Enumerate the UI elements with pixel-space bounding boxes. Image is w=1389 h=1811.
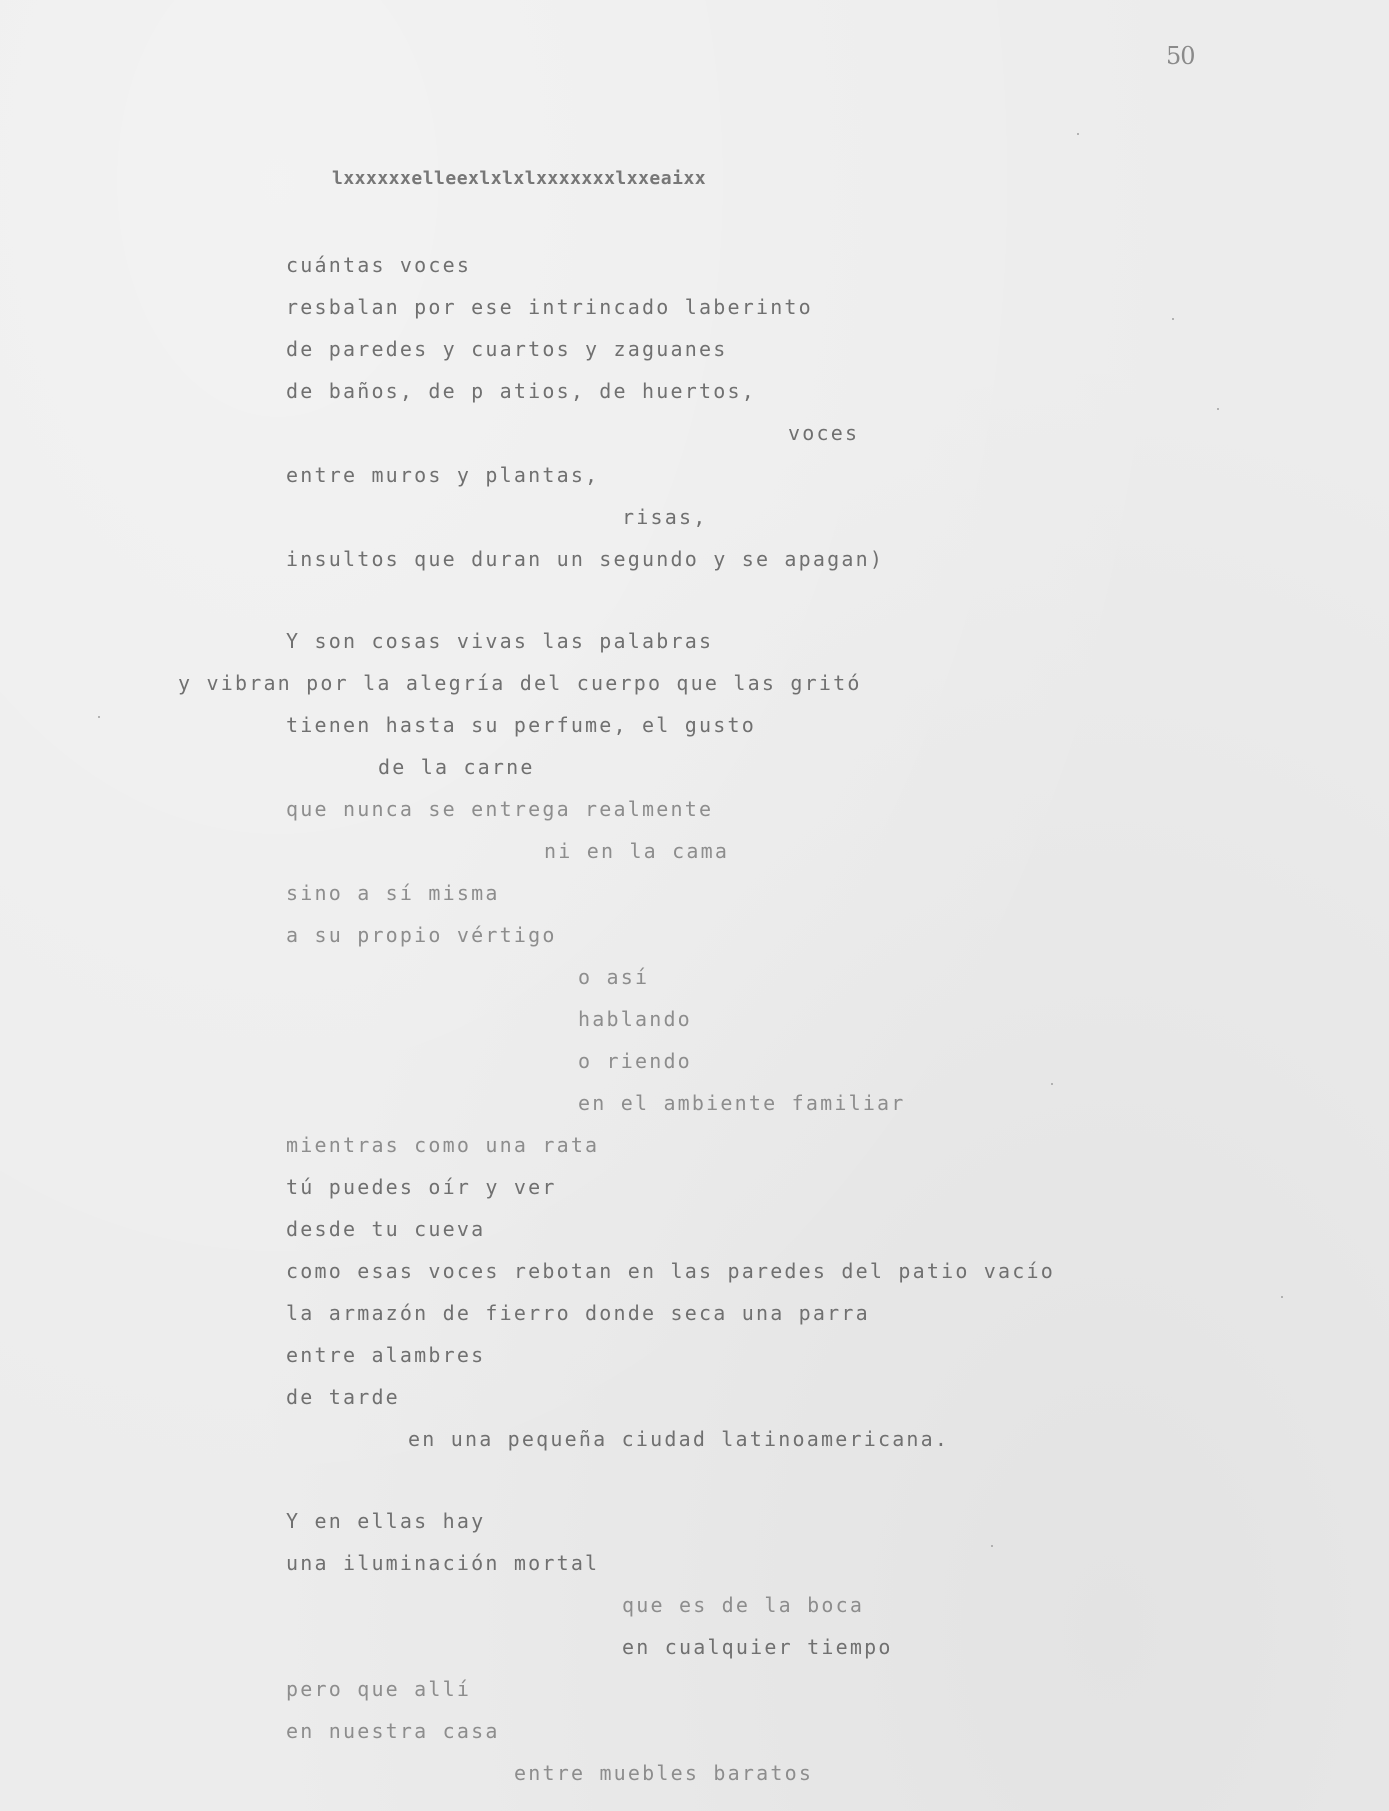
poem-line: Y en ellas hay — [286, 1509, 486, 1533]
poem-line: una iluminación mortal — [286, 1551, 600, 1575]
poem-line: ni en la cama — [544, 839, 730, 863]
poem-line: Y son cosas vivas las palabras — [286, 629, 714, 653]
poem-line: o así — [578, 965, 650, 989]
paper-speck — [1281, 1296, 1283, 1298]
poem-line: en el ambiente familiar — [578, 1091, 906, 1115]
poem-line: que nunca se entrega realmente — [286, 797, 714, 821]
paper-speck — [98, 716, 100, 718]
page-number: 50 — [1166, 42, 1195, 70]
poem-line: insultos que duran un segundo y se apagan) — [286, 547, 885, 571]
poem-line: mientras como una rata — [286, 1133, 600, 1157]
poem-line: en nuestra casa — [286, 1719, 500, 1743]
poem-line: que es de la boca — [622, 1593, 865, 1617]
poem-line: pero que allí — [286, 1677, 472, 1701]
poem-line: entre muebles baratos — [514, 1761, 814, 1785]
poem-line: y vibran por la alegría del cuerpo que las gritó — [178, 671, 862, 695]
poem-line: entre muros y plantas, — [286, 463, 600, 487]
poem-line: sino a sí misma — [286, 881, 500, 905]
poem-line: hablando — [578, 1007, 692, 1031]
paper-speck — [1077, 133, 1079, 135]
poem-line: tú puedes oír y ver — [286, 1175, 557, 1199]
poem-line: de paredes y cuartos y zaguanes — [286, 337, 728, 361]
poem-line: como esas voces rebotan en las paredes del patio vacío — [286, 1259, 1056, 1283]
paper-speck — [1172, 318, 1174, 320]
poem-line: de la carne — [378, 755, 535, 779]
poem-line: resbalan por ese intrincado laberinto — [286, 295, 813, 319]
paper-speck — [1217, 408, 1219, 410]
poem-line: en cualquier tiempo — [622, 1635, 893, 1659]
poem-line: o riendo — [578, 1049, 692, 1073]
poem-line: la armazón de fierro donde seca una parra — [286, 1301, 870, 1325]
poem-line: de tarde — [286, 1385, 400, 1409]
poem-line: desde tu cueva — [286, 1217, 486, 1241]
poem-line: entre alambres — [286, 1343, 486, 1367]
struck-out-line: lxxxxxxelleexlxlxlxxxxxxxlxxeaixx — [332, 168, 707, 189]
poem-line: risas, — [622, 505, 708, 529]
paper-speck — [1051, 1083, 1053, 1085]
poem-line: de baños, de p atios, de huertos, — [286, 379, 756, 403]
paper-speck — [991, 1545, 993, 1547]
poem-line: cuántas voces — [286, 253, 472, 277]
poem-line: a su propio vértigo — [286, 923, 557, 947]
poem-line: en una pequeña ciudad latinoamericana. — [408, 1427, 950, 1451]
poem-line: voces — [788, 421, 860, 445]
poem-line: tienen hasta su perfume, el gusto — [286, 713, 756, 737]
